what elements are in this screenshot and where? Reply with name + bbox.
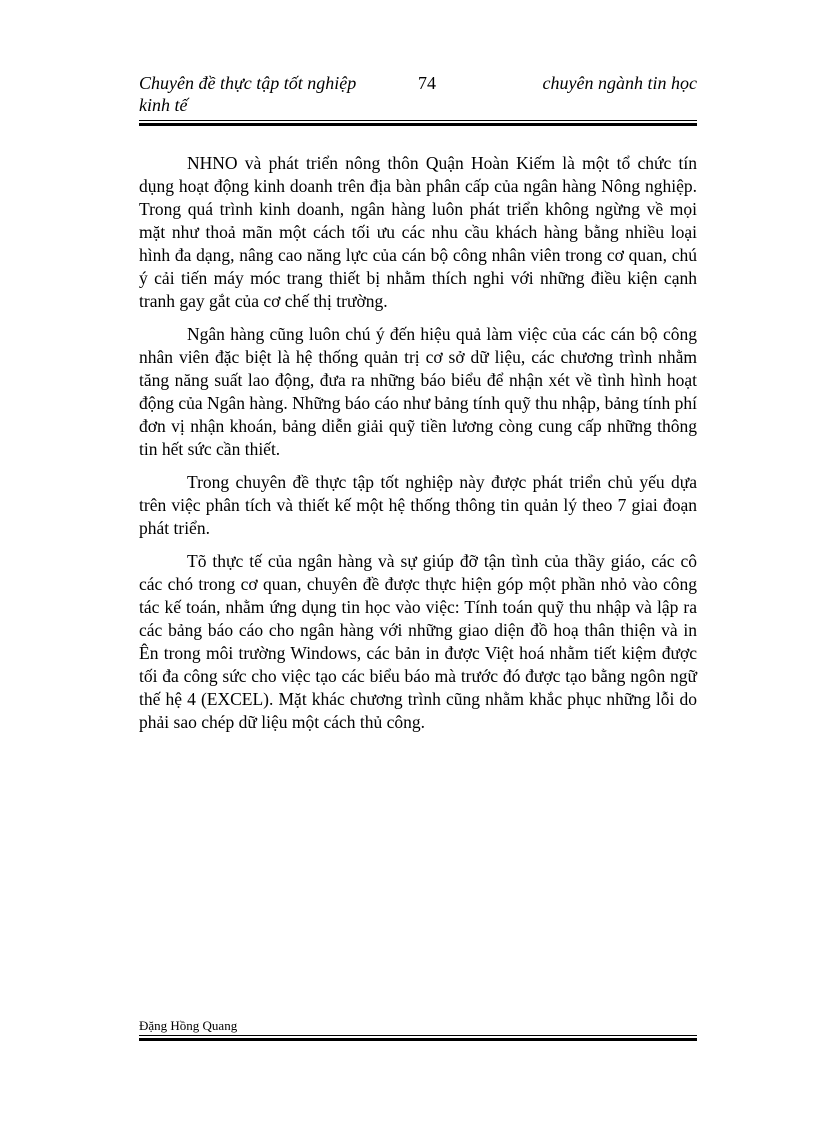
- page-number: 74: [418, 73, 436, 93]
- header-rule-thin: [139, 120, 697, 121]
- paragraph-1: NHNO và phát triển nông thôn Quận Hoàn Kiếm là một tổ chức tín dụng hoạt động kinh doanh trên địa bàn phân cấp của ngân hàng Nông nghiệp. Trong quá trình kinh doanh, ngân hàng luôn phát triển không ngừng về mọi mặt như thoả mãn một cách tối ưu các nhu cầu khách hàng bằng nhiều loại hình đa dạng, nâng cao năng lực của cán bộ công nhân viên trong cơ quan, chú ý cải tiến máy móc trang thiết bị nhằm thích nghi với những điều kiện cạnh tranh gay gắt của cơ chế thị trường.: [139, 153, 697, 311]
- page-header: [139, 72, 697, 120]
- header-rule-thick: [139, 123, 697, 126]
- body-text: [139, 152, 697, 744]
- header-major: chuyên ngành tin học: [542, 73, 697, 93]
- paragraph-2: Ngân hàng cũng luôn chú ý đến hiệu quả làm việc của các cán bộ công nhân viên đặc biệt là hệ thống quản trị cơ sở dữ liệu, các chương trình nhằm tăng năng suất lao động, đưa ra những báo biểu để nhận xét về tình hình hoạt động của Ngân hàng. Những báo cáo như bảng tính quỹ thu nhập, bảng tính phí đơn vị nhận khoán, bảng diễn giải quỹ tiền lương còng cung cấp những thông tin hết sức cần thiết.: [139, 324, 697, 459]
- paragraph-3: Trong chuyên đề thực tập tốt nghiệp này được phát triển chủ yếu dựa trên việc phân tích và thiết kế một hệ thống thông tin quản lý theo 7 giai đoạn phát triển.: [139, 472, 697, 538]
- header-title-line-1: Chuyên đề thực tập tốt nghiệp: [139, 73, 357, 93]
- header-title-line-2: kinh tế: [139, 95, 188, 115]
- footer-author: Đặng Hồng Quang: [139, 1018, 238, 1033]
- footer-rule-thick: [139, 1038, 697, 1041]
- paragraph-4: Tõ thực tế của ngân hàng và sự giúp đỡ tận tình của thầy giáo, các cô các chó trong cơ quan, chuyên đề được thực hiện góp một phần nhỏ vào công tác kế toán, nhằm ứng dụng tin học vào việc: Tính toán quỹ thu nhập và lập ra các bảng báo cáo cho ngân hàng với những giao diện đồ hoạ thân thiện và in Ên trong môi trường Windows, các bản in được Việt hoá nhằm tiết kiệm được tối đa công sức cho việc tạo các biểu báo mà trước đó được tạo bằng ngôn ngữ thế hệ 4 (EXCEL). Mặt khác chương trình cũng nhằm khắc phục những lỗi do phải sao chép dữ liệu một cách thủ công.: [139, 551, 697, 732]
- header-document-title: [139, 72, 389, 116]
- footer-rule-thin: [139, 1035, 697, 1036]
